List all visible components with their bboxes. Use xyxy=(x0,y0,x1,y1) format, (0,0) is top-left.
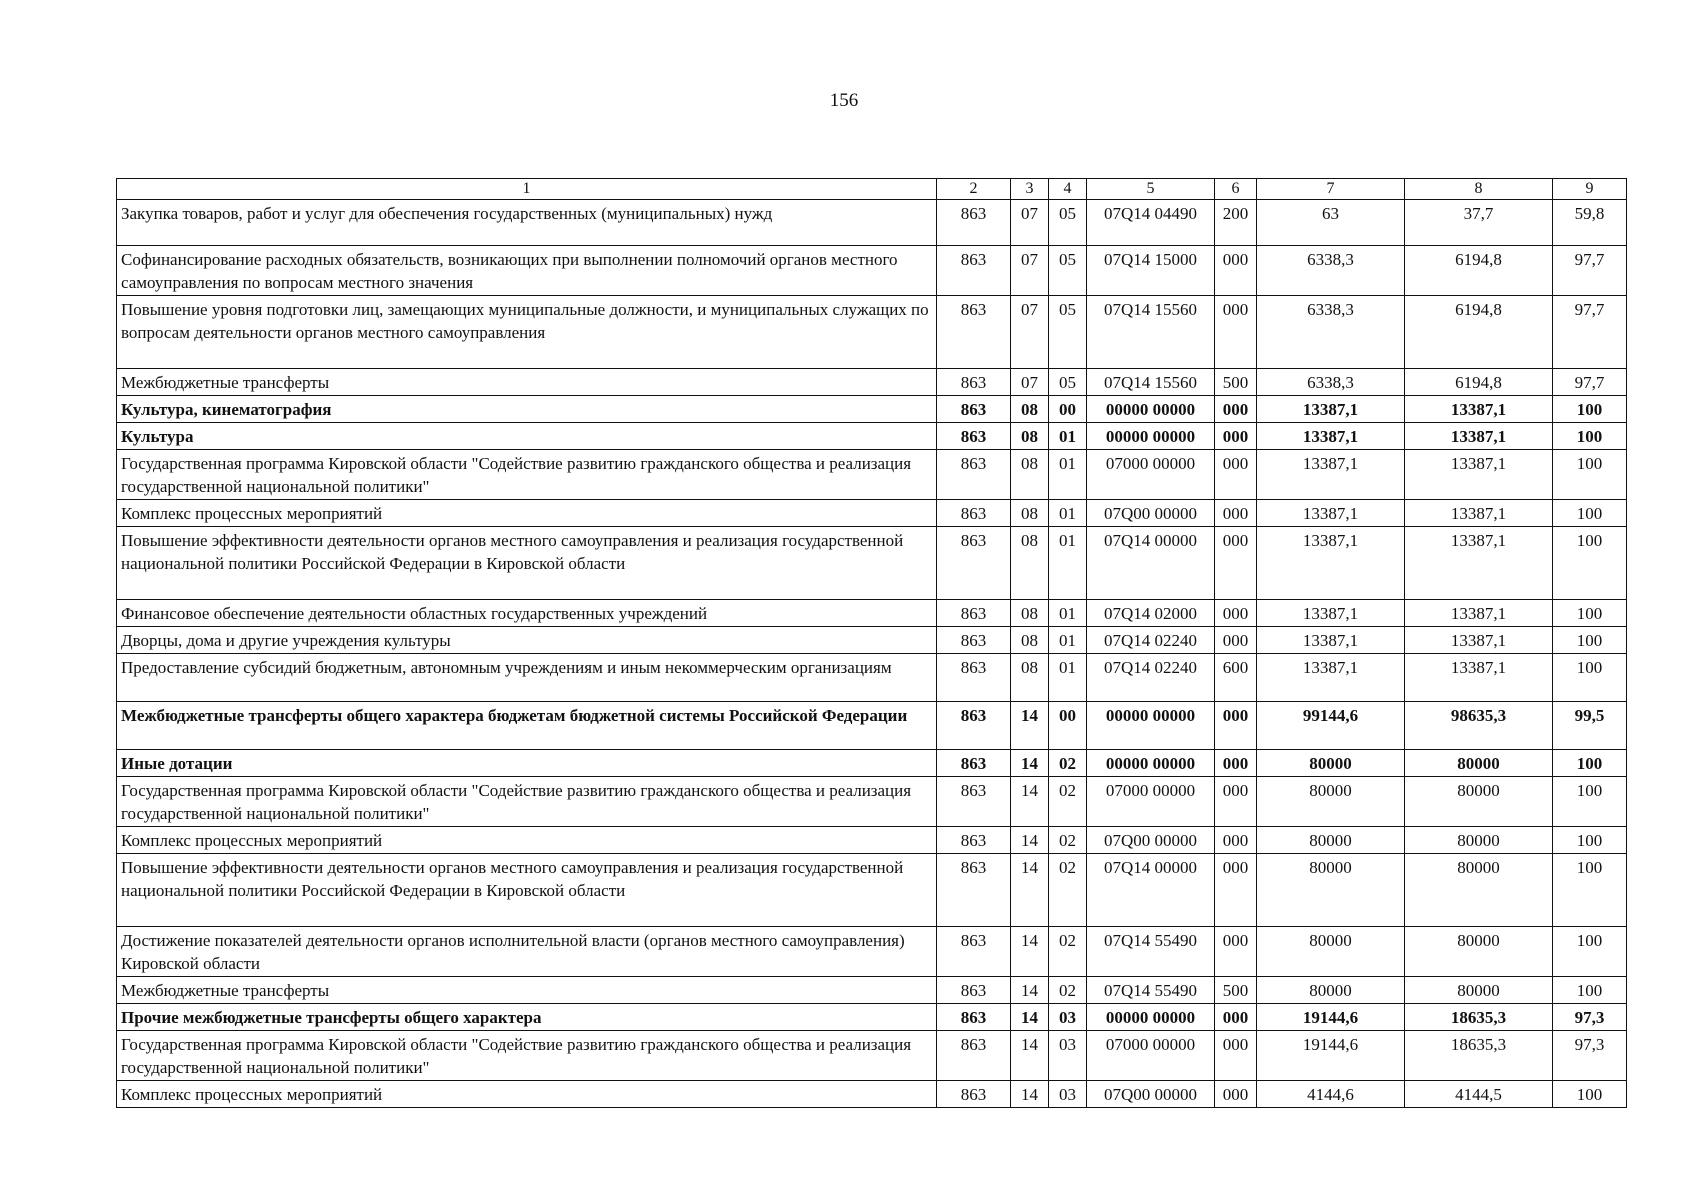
cell-expense-type: 000 xyxy=(1215,296,1257,369)
cell-planned: 80000 xyxy=(1257,777,1405,827)
column-header: 4 xyxy=(1049,179,1087,200)
column-header: 3 xyxy=(1011,179,1049,200)
cell-target-article: 07Q14 55490 xyxy=(1087,977,1215,1004)
cell-target-article: 07Q14 02000 xyxy=(1087,600,1215,627)
cell-planned: 80000 xyxy=(1257,854,1405,927)
table-row xyxy=(117,1081,1627,1108)
cell-subsection: 01 xyxy=(1049,600,1087,627)
column-header: 2 xyxy=(937,179,1011,200)
row-name: Прочие межбюджетные трансферты общего характера xyxy=(117,1004,937,1031)
cell-subsection: 05 xyxy=(1049,296,1087,369)
cell-subsection: 02 xyxy=(1049,750,1087,777)
cell-percent: 100 xyxy=(1553,600,1627,627)
row-name: Повышение уровня подготовки лиц, замещающих муниципальные должности, и муниципальных служащих по вопросам деятельности органов местного самоуправления xyxy=(117,296,937,369)
cell-percent: 100 xyxy=(1553,777,1627,827)
cell-subsection: 00 xyxy=(1049,396,1087,423)
cell-subsection: 05 xyxy=(1049,246,1087,296)
cell-expense-type: 000 xyxy=(1215,1031,1257,1081)
cell-executed: 98635,3 xyxy=(1405,702,1553,750)
row-name: Комплекс процессных мероприятий xyxy=(117,1081,937,1108)
cell-target-article: 00000 00000 xyxy=(1087,1004,1215,1031)
cell-subsection: 01 xyxy=(1049,627,1087,654)
cell-executed: 37,7 xyxy=(1405,200,1553,246)
cell-section: 14 xyxy=(1011,927,1049,977)
cell-planned: 80000 xyxy=(1257,927,1405,977)
cell-expense-type: 000 xyxy=(1215,396,1257,423)
cell-ministry-code: 863 xyxy=(937,246,1011,296)
cell-executed: 13387,1 xyxy=(1405,600,1553,627)
cell-percent: 97,7 xyxy=(1553,246,1627,296)
cell-subsection: 02 xyxy=(1049,977,1087,1004)
column-header: 8 xyxy=(1405,179,1553,200)
cell-expense-type: 000 xyxy=(1215,627,1257,654)
cell-ministry-code: 863 xyxy=(937,527,1011,600)
table-row xyxy=(117,854,1627,927)
table-body xyxy=(117,200,1627,1108)
cell-percent: 100 xyxy=(1553,1081,1627,1108)
row-name: Государственная программа Кировской области "Содействие развитию гражданского общества и реализация государственной национальной политики" xyxy=(117,777,937,827)
cell-expense-type: 600 xyxy=(1215,654,1257,702)
cell-target-article: 07Q14 00000 xyxy=(1087,854,1215,927)
cell-section: 08 xyxy=(1011,527,1049,600)
table-row xyxy=(117,423,1627,450)
cell-planned: 13387,1 xyxy=(1257,654,1405,702)
table-row xyxy=(117,296,1627,369)
cell-ministry-code: 863 xyxy=(937,627,1011,654)
cell-planned: 6338,3 xyxy=(1257,246,1405,296)
cell-planned: 13387,1 xyxy=(1257,627,1405,654)
cell-percent: 100 xyxy=(1553,627,1627,654)
cell-subsection: 03 xyxy=(1049,1081,1087,1108)
row-name: Предоставление субсидий бюджетным, автономным учреждениям и иным некоммерческим организациям xyxy=(117,654,937,702)
cell-percent: 100 xyxy=(1553,854,1627,927)
cell-percent: 100 xyxy=(1553,450,1627,500)
row-name: Государственная программа Кировской области "Содействие развитию гражданского общества и реализация государственной национальной политики" xyxy=(117,450,937,500)
cell-expense-type: 000 xyxy=(1215,423,1257,450)
cell-target-article: 07Q00 00000 xyxy=(1087,1081,1215,1108)
cell-ministry-code: 863 xyxy=(937,600,1011,627)
cell-section: 08 xyxy=(1011,500,1049,527)
cell-ministry-code: 863 xyxy=(937,977,1011,1004)
cell-percent: 100 xyxy=(1553,500,1627,527)
column-header: 5 xyxy=(1087,179,1215,200)
cell-subsection: 03 xyxy=(1049,1004,1087,1031)
row-name: Достижение показателей деятельности органов исполнительной власти (органов местного самоуправления) Кировской области xyxy=(117,927,937,977)
cell-target-article: 07000 00000 xyxy=(1087,777,1215,827)
row-name: Дворцы, дома и другие учреждения культуры xyxy=(117,627,937,654)
cell-subsection: 05 xyxy=(1049,200,1087,246)
row-name: Культура xyxy=(117,423,937,450)
cell-planned: 63 xyxy=(1257,200,1405,246)
cell-section: 08 xyxy=(1011,396,1049,423)
cell-percent: 99,5 xyxy=(1553,702,1627,750)
cell-subsection: 02 xyxy=(1049,927,1087,977)
cell-section: 08 xyxy=(1011,627,1049,654)
cell-expense-type: 000 xyxy=(1215,854,1257,927)
cell-target-article: 07Q14 00000 xyxy=(1087,527,1215,600)
row-name: Закупка товаров, работ и услуг для обеспечения государственных (муниципальных) нужд xyxy=(117,200,937,246)
cell-percent: 100 xyxy=(1553,423,1627,450)
cell-planned: 6338,3 xyxy=(1257,296,1405,369)
cell-target-article: 00000 00000 xyxy=(1087,423,1215,450)
cell-target-article: 07Q14 02240 xyxy=(1087,627,1215,654)
cell-section: 08 xyxy=(1011,423,1049,450)
cell-expense-type: 000 xyxy=(1215,827,1257,854)
cell-target-article: 07Q14 15560 xyxy=(1087,369,1215,396)
cell-expense-type: 000 xyxy=(1215,1081,1257,1108)
cell-executed: 4144,5 xyxy=(1405,1081,1553,1108)
cell-section: 07 xyxy=(1011,369,1049,396)
cell-ministry-code: 863 xyxy=(937,1081,1011,1108)
cell-subsection: 01 xyxy=(1049,500,1087,527)
cell-section: 14 xyxy=(1011,750,1049,777)
cell-target-article: 07Q14 15000 xyxy=(1087,246,1215,296)
cell-expense-type: 000 xyxy=(1215,927,1257,977)
cell-executed: 18635,3 xyxy=(1405,1004,1553,1031)
cell-subsection: 00 xyxy=(1049,702,1087,750)
cell-ministry-code: 863 xyxy=(937,1004,1011,1031)
cell-executed: 13387,1 xyxy=(1405,500,1553,527)
table-row xyxy=(117,977,1627,1004)
cell-section: 14 xyxy=(1011,702,1049,750)
cell-executed: 13387,1 xyxy=(1405,423,1553,450)
cell-executed: 13387,1 xyxy=(1405,654,1553,702)
cell-percent: 97,7 xyxy=(1553,296,1627,369)
cell-planned: 80000 xyxy=(1257,977,1405,1004)
cell-section: 14 xyxy=(1011,777,1049,827)
cell-ministry-code: 863 xyxy=(937,702,1011,750)
cell-ministry-code: 863 xyxy=(937,1031,1011,1081)
table-row xyxy=(117,777,1627,827)
cell-section: 07 xyxy=(1011,296,1049,369)
cell-executed: 80000 xyxy=(1405,927,1553,977)
cell-ministry-code: 863 xyxy=(937,927,1011,977)
cell-section: 08 xyxy=(1011,654,1049,702)
table-row xyxy=(117,500,1627,527)
cell-planned: 6338,3 xyxy=(1257,369,1405,396)
table-row xyxy=(117,827,1627,854)
cell-executed: 13387,1 xyxy=(1405,627,1553,654)
cell-expense-type: 000 xyxy=(1215,527,1257,600)
cell-percent: 100 xyxy=(1553,396,1627,423)
table-row xyxy=(117,627,1627,654)
cell-executed: 80000 xyxy=(1405,777,1553,827)
cell-percent: 100 xyxy=(1553,654,1627,702)
row-name: Комплекс процессных мероприятий xyxy=(117,500,937,527)
cell-subsection: 01 xyxy=(1049,527,1087,600)
row-name: Межбюджетные трансферты общего характера бюджетам бюджетной системы Российской Федерации xyxy=(117,702,937,750)
cell-ministry-code: 863 xyxy=(937,827,1011,854)
column-header: 7 xyxy=(1257,179,1405,200)
cell-ministry-code: 863 xyxy=(937,200,1011,246)
cell-target-article: 07Q14 02240 xyxy=(1087,654,1215,702)
row-name: Повышение эффективности деятельности органов местного самоуправления и реализация государственной национальной политики Российской Федерации в Кировской области xyxy=(117,527,937,600)
table-row xyxy=(117,369,1627,396)
cell-executed: 80000 xyxy=(1405,750,1553,777)
cell-ministry-code: 863 xyxy=(937,296,1011,369)
cell-subsection: 03 xyxy=(1049,1031,1087,1081)
cell-target-article: 07Q14 15560 xyxy=(1087,296,1215,369)
cell-executed: 13387,1 xyxy=(1405,527,1553,600)
cell-planned: 13387,1 xyxy=(1257,600,1405,627)
cell-percent: 100 xyxy=(1553,827,1627,854)
cell-target-article: 07Q00 00000 xyxy=(1087,827,1215,854)
cell-section: 14 xyxy=(1011,1004,1049,1031)
cell-target-article: 00000 00000 xyxy=(1087,396,1215,423)
cell-section: 07 xyxy=(1011,200,1049,246)
cell-subsection: 01 xyxy=(1049,654,1087,702)
cell-planned: 19144,6 xyxy=(1257,1031,1405,1081)
row-name: Софинансирование расходных обязательств, возникающих при выполнении полномочий органов местного самоуправления по вопросам местного значения xyxy=(117,246,937,296)
cell-target-article: 07000 00000 xyxy=(1087,450,1215,500)
cell-subsection: 01 xyxy=(1049,450,1087,500)
cell-executed: 18635,3 xyxy=(1405,1031,1553,1081)
cell-subsection: 01 xyxy=(1049,423,1087,450)
cell-target-article: 07000 00000 xyxy=(1087,1031,1215,1081)
cell-expense-type: 000 xyxy=(1215,702,1257,750)
table-row xyxy=(117,654,1627,702)
cell-ministry-code: 863 xyxy=(937,654,1011,702)
row-name: Финансовое обеспечение деятельности областных государственных учреждений xyxy=(117,600,937,627)
cell-section: 08 xyxy=(1011,600,1049,627)
cell-ministry-code: 863 xyxy=(937,423,1011,450)
cell-expense-type: 000 xyxy=(1215,450,1257,500)
cell-percent: 97,3 xyxy=(1553,1031,1627,1081)
cell-subsection: 02 xyxy=(1049,854,1087,927)
cell-planned: 4144,6 xyxy=(1257,1081,1405,1108)
cell-planned: 80000 xyxy=(1257,750,1405,777)
cell-expense-type: 000 xyxy=(1215,777,1257,827)
table-row xyxy=(117,600,1627,627)
budget-table xyxy=(116,178,1627,1108)
cell-expense-type: 000 xyxy=(1215,246,1257,296)
cell-planned: 99144,6 xyxy=(1257,702,1405,750)
table-row xyxy=(117,396,1627,423)
cell-target-article: 07Q14 04490 xyxy=(1087,200,1215,246)
cell-executed: 80000 xyxy=(1405,977,1553,1004)
cell-percent: 97,7 xyxy=(1553,369,1627,396)
cell-expense-type: 500 xyxy=(1215,977,1257,1004)
row-name: Межбюджетные трансферты xyxy=(117,369,937,396)
cell-section: 14 xyxy=(1011,1081,1049,1108)
cell-planned: 13387,1 xyxy=(1257,500,1405,527)
row-name: Комплекс процессных мероприятий xyxy=(117,827,937,854)
table-row xyxy=(117,750,1627,777)
cell-planned: 13387,1 xyxy=(1257,450,1405,500)
cell-ministry-code: 863 xyxy=(937,396,1011,423)
cell-ministry-code: 863 xyxy=(937,450,1011,500)
cell-expense-type: 000 xyxy=(1215,750,1257,777)
cell-percent: 100 xyxy=(1553,927,1627,977)
column-header: 9 xyxy=(1553,179,1627,200)
cell-target-article: 07Q14 55490 xyxy=(1087,927,1215,977)
column-number-row xyxy=(117,179,1627,200)
table-row xyxy=(117,1004,1627,1031)
cell-target-article: 00000 00000 xyxy=(1087,702,1215,750)
column-header: 6 xyxy=(1215,179,1257,200)
cell-executed: 6194,8 xyxy=(1405,369,1553,396)
cell-subsection: 02 xyxy=(1049,777,1087,827)
cell-planned: 13387,1 xyxy=(1257,423,1405,450)
cell-planned: 13387,1 xyxy=(1257,527,1405,600)
cell-section: 07 xyxy=(1011,246,1049,296)
cell-section: 14 xyxy=(1011,854,1049,927)
cell-executed: 13387,1 xyxy=(1405,450,1553,500)
cell-ministry-code: 863 xyxy=(937,777,1011,827)
cell-target-article: 07Q00 00000 xyxy=(1087,500,1215,527)
row-name: Межбюджетные трансферты xyxy=(117,977,937,1004)
cell-section: 08 xyxy=(1011,450,1049,500)
cell-subsection: 02 xyxy=(1049,827,1087,854)
cell-planned: 19144,6 xyxy=(1257,1004,1405,1031)
table-row xyxy=(117,200,1627,246)
table-row xyxy=(117,927,1627,977)
cell-expense-type: 200 xyxy=(1215,200,1257,246)
cell-planned: 80000 xyxy=(1257,827,1405,854)
table-row xyxy=(117,1031,1627,1081)
cell-expense-type: 000 xyxy=(1215,500,1257,527)
cell-section: 14 xyxy=(1011,1031,1049,1081)
column-header: 1 xyxy=(117,179,937,200)
cell-section: 14 xyxy=(1011,977,1049,1004)
cell-planned: 13387,1 xyxy=(1257,396,1405,423)
row-name: Иные дотации xyxy=(117,750,937,777)
cell-section: 14 xyxy=(1011,827,1049,854)
cell-expense-type: 000 xyxy=(1215,600,1257,627)
cell-executed: 13387,1 xyxy=(1405,396,1553,423)
cell-ministry-code: 863 xyxy=(937,500,1011,527)
cell-ministry-code: 863 xyxy=(937,750,1011,777)
table-row xyxy=(117,450,1627,500)
row-name: Государственная программа Кировской области "Содействие развитию гражданского общества и реализация государственной национальной политики" xyxy=(117,1031,937,1081)
cell-percent: 97,3 xyxy=(1553,1004,1627,1031)
cell-ministry-code: 863 xyxy=(937,369,1011,396)
cell-percent: 100 xyxy=(1553,750,1627,777)
cell-target-article: 00000 00000 xyxy=(1087,750,1215,777)
cell-expense-type: 000 xyxy=(1215,1004,1257,1031)
cell-percent: 100 xyxy=(1553,977,1627,1004)
row-name: Культура, кинематография xyxy=(117,396,937,423)
page-number: 156 xyxy=(829,90,859,111)
cell-percent: 100 xyxy=(1553,527,1627,600)
table-row xyxy=(117,246,1627,296)
cell-executed: 6194,8 xyxy=(1405,296,1553,369)
cell-ministry-code: 863 xyxy=(937,854,1011,927)
cell-executed: 80000 xyxy=(1405,854,1553,927)
cell-subsection: 05 xyxy=(1049,369,1087,396)
row-name: Повышение эффективности деятельности органов местного самоуправления и реализация государственной национальной политики Российской Федерации в Кировской области xyxy=(117,854,937,927)
cell-executed: 6194,8 xyxy=(1405,246,1553,296)
cell-percent: 59,8 xyxy=(1553,200,1627,246)
table-row xyxy=(117,702,1627,750)
cell-expense-type: 500 xyxy=(1215,369,1257,396)
cell-executed: 80000 xyxy=(1405,827,1553,854)
table-row xyxy=(117,527,1627,600)
